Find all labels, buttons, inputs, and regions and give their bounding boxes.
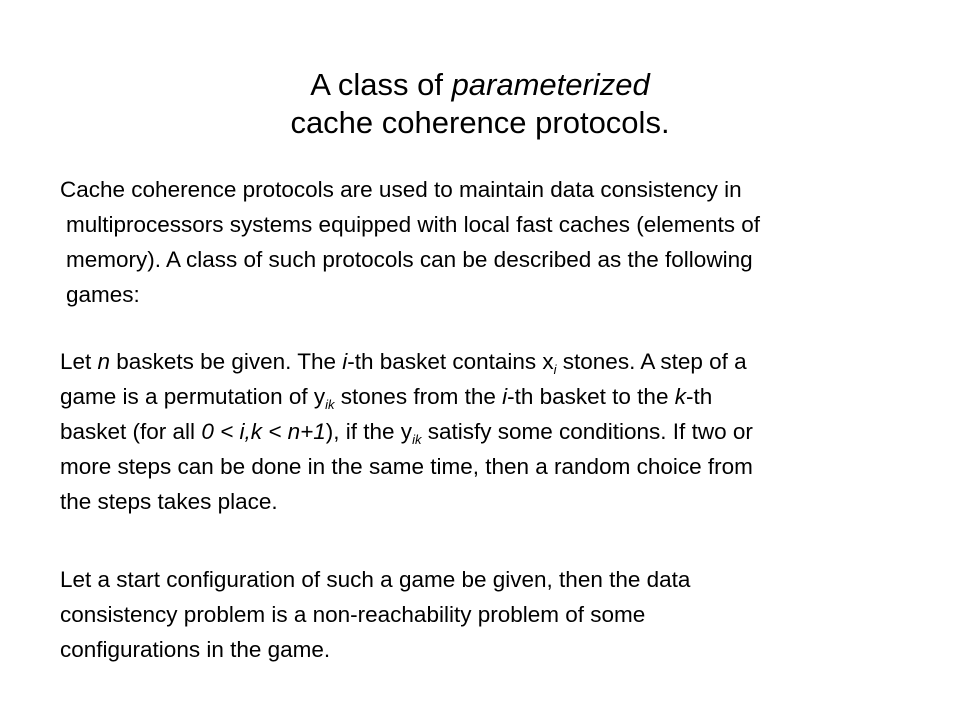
title-line-2: cache coherence protocols. bbox=[290, 105, 670, 140]
game-line-3: basket (for all 0 < i,k < n+1), if the $y_{ik}$ satisfy some conditions. If two or bbox=[60, 419, 753, 447]
conclusion-line-2: consistency problem is a non-reachability problem of some bbox=[60, 602, 646, 627]
game-line-5: the steps takes place. bbox=[60, 489, 278, 514]
conclusion-line-1: Let a start configuration of such a game be given, then the data bbox=[60, 567, 691, 592]
intro-paragraph bbox=[60, 172, 920, 312]
intro-line-1: Cache coherence protocols are used to maintain data consistency in bbox=[60, 177, 742, 202]
intro-line-3: memory). A class of such protocols can be described as the following bbox=[66, 247, 753, 272]
title-line-1: A class of parameterized bbox=[310, 67, 650, 102]
game-line-1: Let n baskets be given. The i-th basket contains $x_i$ stones. A step of a bbox=[60, 349, 747, 377]
intro-line-2: multiprocessors systems equipped with local fast caches (elements of bbox=[66, 212, 761, 237]
intro-line-4: games: bbox=[66, 282, 140, 307]
game-line-4: more steps can be done in the same time, then a random choice from bbox=[60, 454, 753, 479]
title-emphasis: parameterized bbox=[451, 67, 650, 102]
slide-title bbox=[0, 66, 960, 142]
conclusion-paragraph bbox=[60, 562, 920, 667]
conclusion-line-3: configurations in the game. bbox=[60, 637, 331, 662]
game-line-2: game is a permutation of $y_{ik}$ stones from the i-th basket to the k-th bbox=[60, 384, 713, 412]
game-paragraph bbox=[60, 344, 920, 519]
